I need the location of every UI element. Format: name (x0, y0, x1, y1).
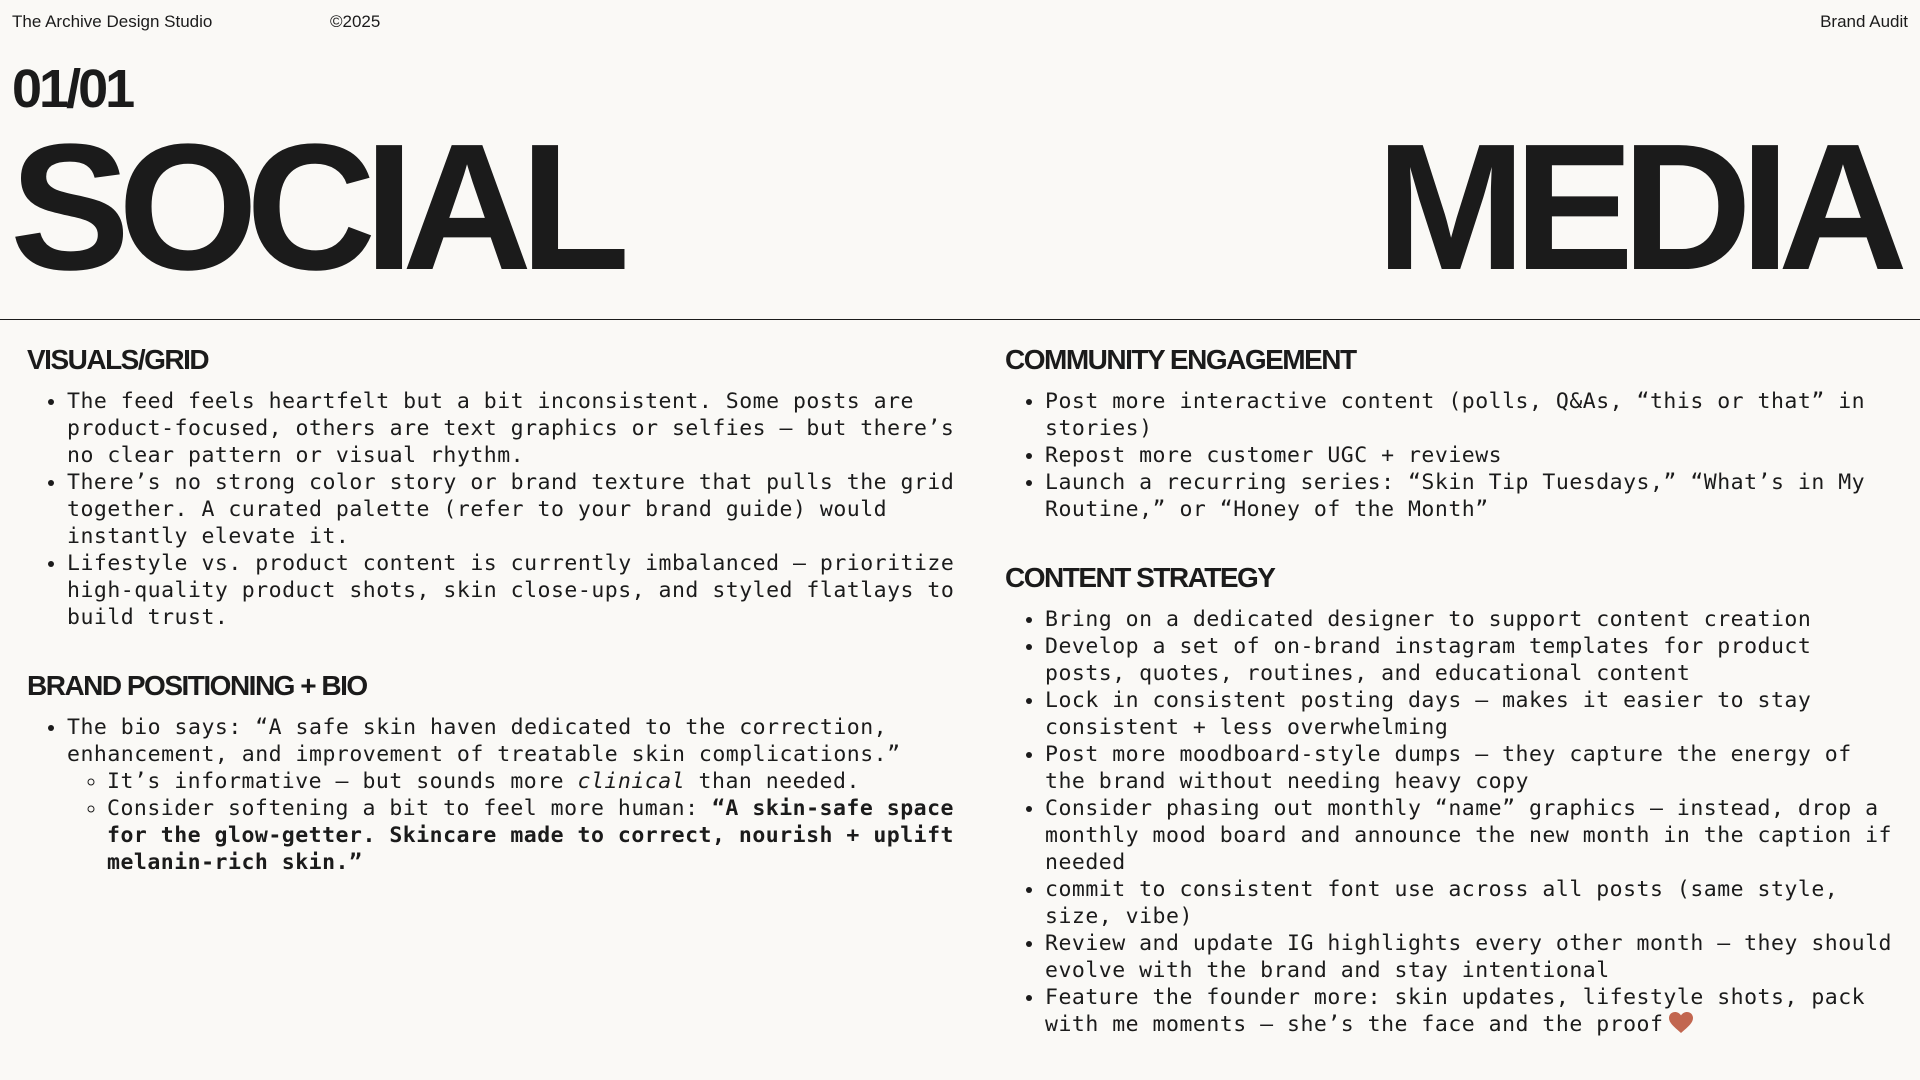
document-type: Brand Audit (1820, 12, 1908, 31)
suggested-bio: “A skin-safe space for the glow-getter. Skincare made to correct, nourish + uplift melanin-rich skin.” (107, 795, 954, 875)
visuals-grid-section (27, 345, 987, 631)
left-column (27, 345, 987, 916)
text-run: Consider softening a bit to feel more human: (107, 795, 712, 821)
title-media: MEDIA (1376, 107, 1896, 308)
top-bar (12, 12, 1908, 34)
bullet-list (1005, 388, 1905, 523)
list-item: • Bring on a dedicated designer to support content creation (1045, 606, 1905, 633)
sub-list-item (107, 768, 987, 795)
heart-shape (1669, 1012, 1693, 1033)
content-strategy-section (1005, 563, 1905, 1038)
section-heading: CONTENT STRATEGY (1005, 561, 1275, 593)
section-heading: COMMUNITY ENGAGEMENT (1005, 344, 1356, 375)
list-item: • Lock in consistent posting days – makes it easier to stay consistent + less overwhelming (1045, 687, 1905, 741)
list-item: • Post more moodboard-style dumps – they capture the energy of the brand without needing heavy copy (1045, 741, 1905, 795)
bullet-list (27, 714, 987, 876)
list-item: • The feed feels heartfelt but a bit inconsistent. Some posts are product-focused, others are text graphics or selfies – but there’s no clear pattern or visual rhythm. (67, 388, 987, 469)
list-item: • Lifestyle vs. product content is currently imbalanced – prioritize high-quality product shots, skin close-ups, and styled flatlays to build trust. (67, 550, 987, 631)
list-item (67, 714, 987, 876)
sub-list-item (107, 795, 987, 876)
studio-name: The Archive Design Studio (12, 12, 213, 31)
bio-quote: The bio says: “A safe skin haven dedicated to the correction, enhancement, and improvement of treatable skin complications.” (67, 714, 901, 767)
heart-icon (1669, 1012, 1693, 1034)
right-column (1005, 345, 1905, 1078)
title-social: SOCIAL (10, 107, 619, 308)
emphasis-text: clinical (577, 768, 686, 794)
list-item: • Develop a set of on-brand instagram templates for product posts, quotes, routines, and educational content (1045, 633, 1905, 687)
list-item: • Repost more customer UGC + reviews (1045, 442, 1905, 469)
section-heading: VISUALS/GRID (27, 344, 209, 375)
text-run: Feature the founder more: skin updates, lifestyle shots, pack with me moments – she’s the face and the proof (1045, 984, 1866, 1037)
list-item: • Review and update IG highlights every other month – they should evolve with the brand and stay intentional (1045, 930, 1905, 984)
page-number: 01/01 (12, 59, 133, 119)
brand-positioning-section (27, 671, 987, 876)
bullet-list (1005, 606, 1905, 1038)
list-item: • Launch a recurring series: “Skin Tip Tuesdays,” “What’s in My Routine,” or “Honey of the Month” (1045, 469, 1905, 523)
list-item: • There’s no strong color story or brand texture that pulls the grid together. A curated palette (refer to your brand guide) would instantly elevate it. (67, 469, 987, 550)
sub-bullet-list (67, 768, 987, 876)
text-run: than needed. (685, 768, 860, 794)
list-item: • Consider phasing out monthly “name” graphics – instead, drop a monthly mood board and announce the new month in the caption if needed (1045, 795, 1905, 876)
section-heading: BRAND POSITIONING + BIO (27, 669, 367, 701)
list-item: • Post more interactive content (polls, Q&As, “this or that” in stories) (1045, 388, 1905, 442)
list-item (1045, 984, 1905, 1038)
copyright: ©2025 (330, 12, 381, 31)
list-item: • commit to consistent font use across all posts (same style, size, vibe) (1045, 876, 1905, 930)
text-run: It’s informative – but sounds more (107, 768, 578, 794)
header-divider (0, 319, 1920, 320)
bullet-list (27, 388, 987, 631)
community-engagement-section (1005, 345, 1905, 523)
